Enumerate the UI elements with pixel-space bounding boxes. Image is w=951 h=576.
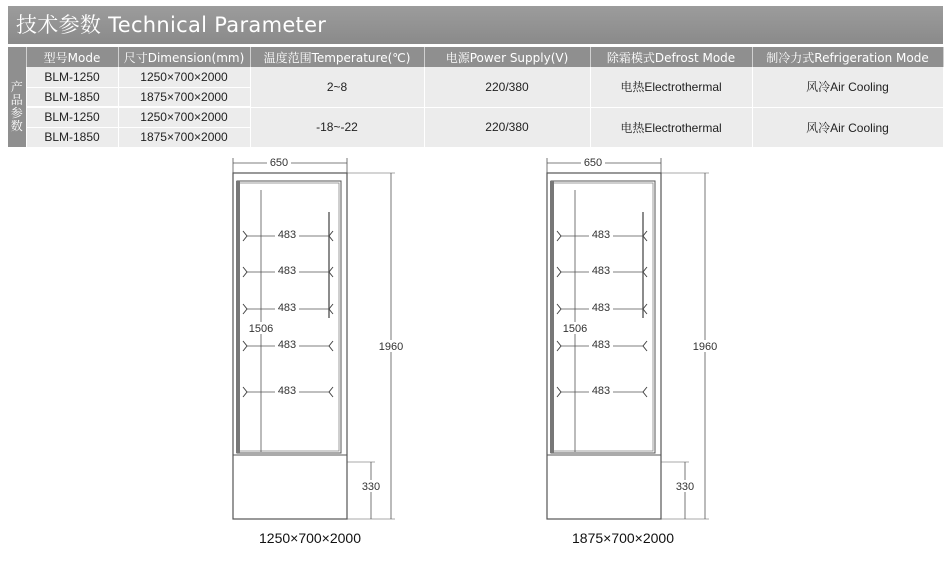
- shelf-width-label: 483: [591, 229, 611, 241]
- cell-model: BLM-1850: [26, 87, 118, 107]
- cell-model: BLM-1250: [26, 107, 118, 127]
- shelf-width-label: 483: [277, 302, 297, 314]
- cabinet-drawing-1: [233, 157, 405, 519]
- shelf-bracket-left: [557, 341, 561, 351]
- cell-model: BLM-1250: [26, 67, 118, 87]
- header-refrigeration: 制冷力式Refrigeration Mode: [752, 47, 943, 67]
- side-label-char: 数: [10, 118, 23, 133]
- glass-door: [239, 183, 339, 451]
- cabinet-inner-frame: [551, 181, 655, 453]
- shelf-bracket-left: [243, 231, 247, 241]
- drawing-caption-2: 1875×700×2000: [572, 530, 674, 546]
- header-defrost: 除霜模式Defrost Mode: [590, 47, 752, 67]
- shelf-width-label: 483: [277, 265, 297, 277]
- technical-parameter-table: [8, 47, 944, 148]
- cabinet-drawing: [0, 150, 951, 530]
- cell-defrost: 电热Electrothermal: [590, 67, 752, 107]
- cabinet-inner-frame: [237, 181, 341, 453]
- cell-model: BLM-1850: [26, 127, 118, 147]
- shelf-bracket-right: [643, 387, 647, 397]
- shelf-width-label: 483: [277, 385, 297, 397]
- height-label: 1960: [692, 341, 718, 353]
- shelf-bracket-right: [329, 341, 333, 351]
- header-model: 型号Mode: [26, 47, 118, 67]
- shelf-width-label: 483: [591, 302, 611, 314]
- section-title: 技术参数 Technical Parameter: [8, 6, 943, 44]
- shelf-bracket-left: [557, 387, 561, 397]
- header-power: 电源Power Supply(V): [424, 47, 590, 67]
- shelf-bracket-right: [329, 387, 333, 397]
- shelf-bracket-left: [557, 304, 561, 314]
- shelf-bracket-right: [643, 341, 647, 351]
- table-row: [8, 67, 943, 87]
- cell-power: 220/380: [424, 107, 590, 147]
- side-label-char: 参: [10, 105, 23, 120]
- interior-label: 1506: [248, 323, 274, 335]
- shelf-width-label: 483: [591, 339, 611, 351]
- product-parameter-side-label: [8, 67, 26, 147]
- width-label: 650: [583, 157, 603, 169]
- table-row: [8, 107, 943, 127]
- width-label: 650: [269, 157, 289, 169]
- table-header-row: [8, 47, 943, 67]
- side-label-char: 产: [10, 79, 23, 94]
- cell-dimension: 1250×700×2000: [118, 107, 250, 127]
- shelf-width-label: 483: [591, 385, 611, 397]
- cabinet-drawing-2: [547, 157, 719, 519]
- side-label-char: 品: [10, 92, 23, 107]
- shelf-bracket-left: [243, 304, 247, 314]
- shelf-width-label: 483: [277, 339, 297, 351]
- height-label: 1960: [378, 341, 404, 353]
- shelf-bracket-left: [557, 267, 561, 277]
- cell-dimension: 1875×700×2000: [118, 87, 250, 107]
- header-dimension: 尺寸Dimension(mm): [118, 47, 250, 67]
- shelf-bracket-left: [243, 341, 247, 351]
- drawing-caption-1: 1250×700×2000: [259, 530, 361, 546]
- shelf-bracket-left: [243, 387, 247, 397]
- cell-power: 220/380: [424, 67, 590, 107]
- header-temperature: 温度范围Temperature(℃): [250, 47, 424, 67]
- cell-temperature: 2~8: [250, 67, 424, 107]
- cell-defrost: 电热Electrothermal: [590, 107, 752, 147]
- shelf-width-label: 483: [591, 265, 611, 277]
- glass-door: [553, 183, 653, 451]
- cell-refrigeration: 风冷Air Cooling: [752, 67, 943, 107]
- shelf-bracket-left: [557, 231, 561, 241]
- cell-temperature: -18~-22: [250, 107, 424, 147]
- side-strip: [236, 181, 240, 453]
- shelf-bracket-left: [243, 267, 247, 277]
- cell-refrigeration: 风冷Air Cooling: [752, 107, 943, 147]
- cell-dimension: 1875×700×2000: [118, 127, 250, 147]
- base-label: 330: [361, 481, 381, 493]
- base-label: 330: [675, 481, 695, 493]
- shelf-width-label: 483: [277, 229, 297, 241]
- interior-label: 1506: [562, 323, 588, 335]
- side-header-cell: [8, 47, 26, 67]
- side-strip: [550, 181, 554, 453]
- cell-dimension: 1250×700×2000: [118, 67, 250, 87]
